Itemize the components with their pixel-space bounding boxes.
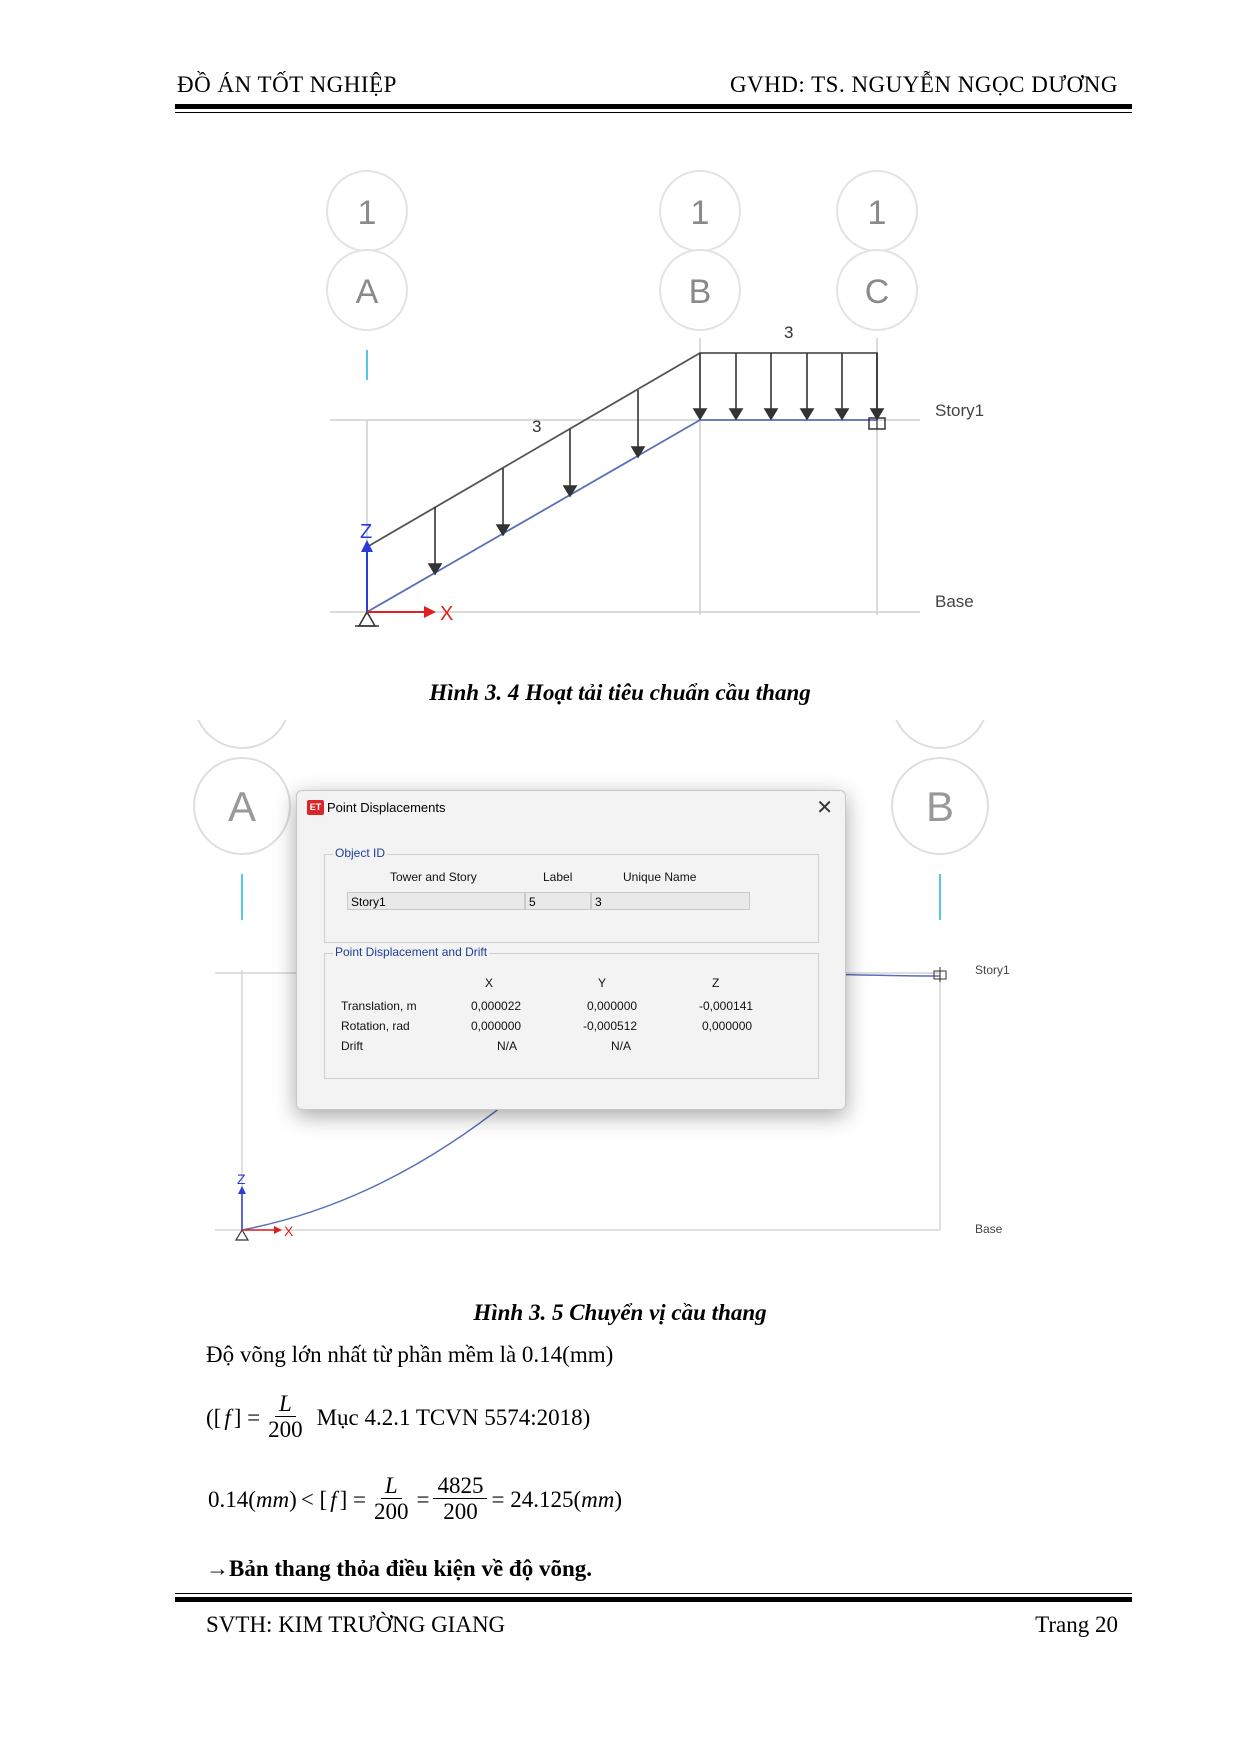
grid-letter-label: C <box>864 273 890 311</box>
load-label-flight: 3 <box>532 417 542 436</box>
grid-bubble-1-c <box>837 171 917 330</box>
column-tower-and-story: Tower and Story <box>390 870 477 884</box>
rotation-x: 0,000000 <box>471 1019 522 1033</box>
row-drift-label: Drift <box>341 1039 363 1053</box>
f2-unit: mm <box>255 1486 290 1512</box>
load-label-landing: 3 <box>784 323 794 342</box>
f2-denominator-2: 200 <box>443 1499 478 1525</box>
header-rule-thick <box>175 104 1132 109</box>
label-field[interactable]: 5 <box>525 892 591 910</box>
fraction-l-200-check <box>370 1474 413 1526</box>
f2-result: = 24.125 <box>491 1486 574 1512</box>
f1-open: ([ <box>206 1404 222 1430</box>
header-left: ĐỒ ÁN TỐT NGHIỆP <box>177 72 397 97</box>
story1-label: Story1 <box>935 401 985 420</box>
drift-x: N/A <box>497 1039 518 1053</box>
grid-number-label: 1 <box>357 194 377 232</box>
axis-x-label: X <box>440 603 454 625</box>
f1-close: ] = <box>233 1404 261 1430</box>
figure1-stair-load-diagram <box>300 160 1000 630</box>
f2-mid: < [ <box>300 1486 328 1512</box>
grid-number-label: 1 <box>867 194 887 232</box>
figure1-caption: Hình 3. 4 Hoạt tải tiêu chuẩn cầu thang <box>429 680 811 705</box>
column-unique-name: Unique Name <box>623 870 697 884</box>
object-id-group-label: Object ID <box>335 846 386 860</box>
grid-letter-label: B <box>925 783 955 830</box>
translation-y: 0,000000 <box>587 999 638 1013</box>
footer-left: SVTH: KIM TRƯỜNG GIANG <box>206 1612 506 1637</box>
fraction-l-200 <box>264 1392 307 1444</box>
f2-f: f <box>330 1486 337 1512</box>
header-right: GVHD: TS. NGUYỄN NGỌC DƯƠNG <box>729 72 1118 97</box>
axis-y-header: Y <box>598 976 607 990</box>
column-label: Label <box>543 870 573 884</box>
axis-x-header: X <box>485 976 494 990</box>
translation-z: -0,000141 <box>699 999 754 1013</box>
f1-reference: Mục 4.2.1 TCVN 5574:2018) <box>316 1404 591 1430</box>
rotation-y: -0,000512 <box>583 1019 638 1033</box>
pin-support-icon <box>236 1230 248 1240</box>
row-translation-label: Translation, m <box>341 999 417 1013</box>
axis-z-label: Z <box>237 1171 246 1187</box>
load-arrows <box>429 353 883 574</box>
deformed-shape <box>242 1100 510 1230</box>
unique-name-field[interactable]: 3 <box>591 892 750 910</box>
f1-f: f <box>224 1404 231 1430</box>
displacement-drift-group <box>324 945 819 1079</box>
header-rule-thin <box>175 112 1132 113</box>
grid-letter-label: A <box>227 783 257 830</box>
footer-rule-thin <box>175 1593 1132 1594</box>
axis-z-label: Z <box>360 521 373 543</box>
drift-y: N/A <box>611 1039 632 1053</box>
f2-lhs: 0.14 <box>208 1486 249 1512</box>
close-icon[interactable]: ✕ <box>816 797 833 819</box>
object-id-group <box>324 846 819 943</box>
grid-number-label: 1 <box>690 194 710 232</box>
formula-allowable-deflection <box>206 1392 590 1444</box>
tower-story-field[interactable]: Story1 <box>347 892 525 910</box>
dialog-title: Point Displacements <box>327 800 446 815</box>
f1-denominator: 200 <box>268 1417 303 1443</box>
f2-numerator-2: 4825 <box>433 1474 487 1499</box>
formula-deflection-check: 0.14 ( mm ) < [ f ] = $\frac{L}{200}$ = $\frac{4825}{200}$ = 24.125 ( mm ) <box>208 1473 623 1525</box>
row-rotation-label: Rotation, rad <box>341 1019 410 1033</box>
base-label: Base <box>975 1222 1003 1236</box>
deflection-statement: Độ võng lớn nhất từ phần mềm là 0.14(mm) <box>206 1342 614 1367</box>
axis-z-header: Z <box>712 976 720 990</box>
load-outline <box>367 353 877 547</box>
f1-numerator: L <box>275 1392 296 1417</box>
stair-member <box>367 420 877 612</box>
translation-x: 0,000022 <box>471 999 522 1013</box>
grid-letter-label: A <box>355 273 379 311</box>
footer-right: Trang 20 <box>1035 1612 1118 1637</box>
point-displacements-dialog <box>296 790 846 1110</box>
grid-letter-label: B <box>688 273 712 311</box>
figure2-caption: Hình 3. 5 Chuyển vị cầu thang <box>473 1300 767 1325</box>
grid-bubble-1-b <box>660 171 740 330</box>
etabs-logo-icon: ET <box>307 800 324 815</box>
f2-eq: ] = <box>339 1486 366 1512</box>
displacement-group-label: Point Displacement and Drift <box>335 945 488 959</box>
axis-x-label: X <box>284 1223 294 1239</box>
grid-bubble-1-a <box>327 171 407 330</box>
rotation-z: 0,000000 <box>702 1019 753 1033</box>
f2-unit-2: mm <box>581 1486 615 1512</box>
conclusion: →Bản thang thỏa điều kiện về độ võng. <box>206 1556 592 1581</box>
base-label: Base <box>935 592 974 611</box>
f2-denominator-1: 200 <box>374 1499 409 1525</box>
fraction-4825-200 <box>433 1474 487 1526</box>
f2-numerator-1: L <box>381 1474 402 1499</box>
footer-rule-thick <box>175 1597 1132 1602</box>
story1-label: Story1 <box>975 963 1010 977</box>
